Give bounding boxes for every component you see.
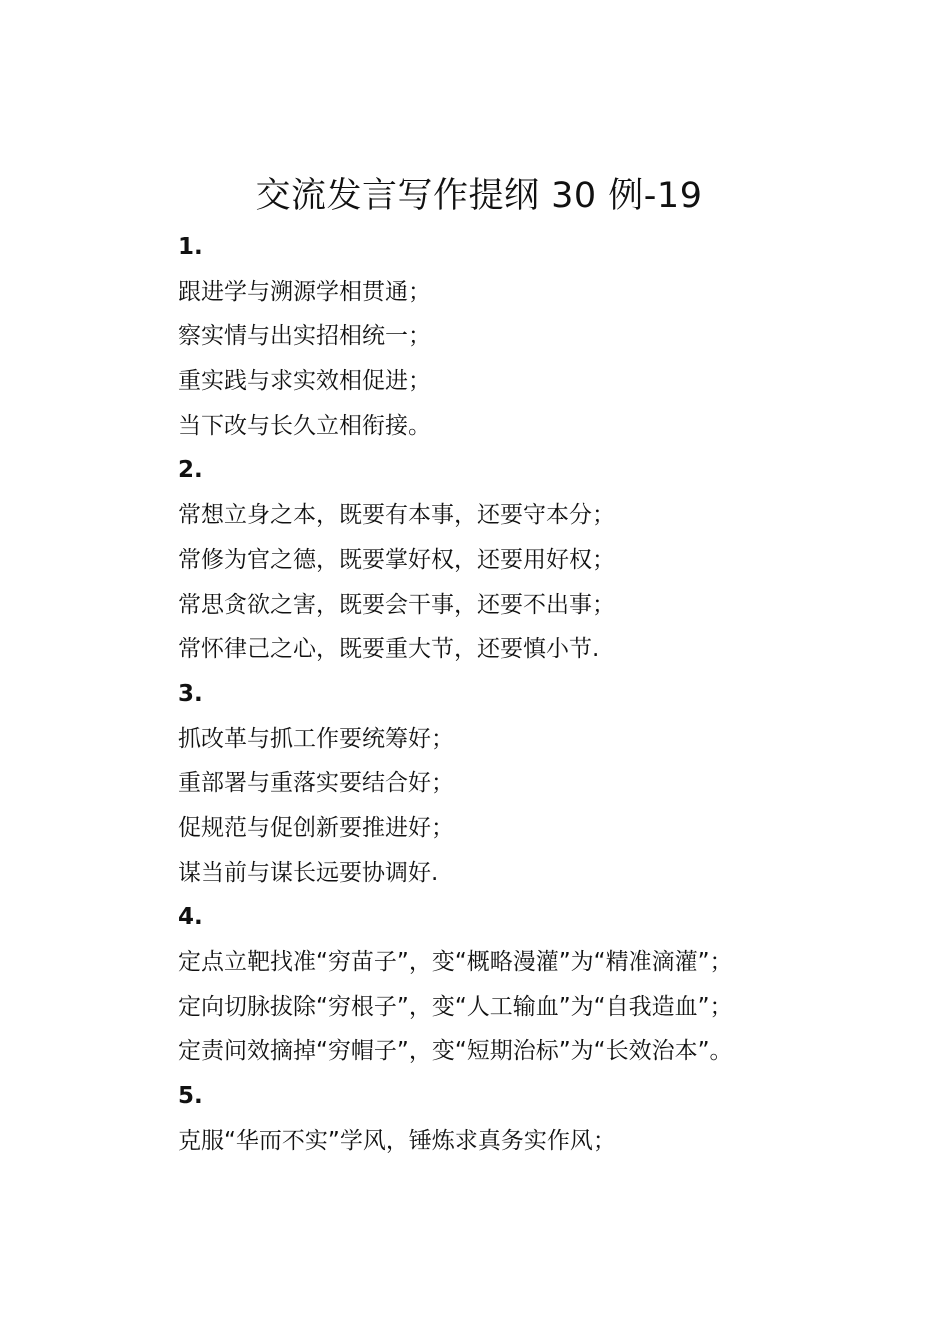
- text-line: 克服“华而不实”学风，锤炼求真务实作风；: [178, 1127, 616, 1154]
- document-body: [178, 225, 898, 1163]
- document-title: 交流发言写作提纲 30 例-19: [255, 176, 703, 216]
- section-number: 4.: [178, 904, 203, 931]
- section-2: [178, 448, 898, 671]
- text-line: 定责问效摘掉“穷帽子”，变“短期治标”为“长效治本”。: [178, 1038, 733, 1065]
- text-line: 重实践与求实效相促进；: [178, 368, 431, 395]
- text-line: 常修为官之德，既要掌好权，还要用好权；: [178, 546, 615, 573]
- section-number: 2.: [178, 457, 203, 484]
- section-3: [178, 672, 898, 895]
- section-number: 3.: [178, 680, 203, 707]
- text-line: 察实情与出实招相统一；: [178, 323, 431, 350]
- section-number: 1.: [178, 234, 203, 260]
- section-4: [178, 895, 898, 1074]
- text-line: 常想立身之本，既要有本事，还要守本分；: [178, 502, 615, 529]
- text-line: 跟进学与溯源学相贯通；: [178, 278, 431, 305]
- text-line: 抓改革与抓工作要统筹好；: [178, 725, 454, 752]
- text-line: 定点立靶找准“穷苗子”，变“概略漫灌”为“精准滴灌”；: [178, 949, 733, 975]
- section-1: [178, 225, 898, 448]
- text-line: 谋当前与谋长远要协调好.: [178, 859, 439, 886]
- text-line: 常思贪欲之害，既要会干事，还要不出事；: [178, 591, 615, 618]
- section-number: 5.: [178, 1083, 203, 1110]
- text-line: 重部署与重落实要结合好；: [178, 770, 454, 797]
- text-line: 促规范与促创新要推进好；: [178, 814, 454, 841]
- section-5: [178, 1074, 898, 1163]
- text-line: 当下改与长久立相衔接。: [178, 412, 431, 439]
- text-line: 定向切脉拔除“穷根子”，变“人工输血”为“自我造血”；: [178, 993, 733, 1020]
- text-line: 常怀律己之心，既要重大节，还要慎小节.: [178, 636, 600, 663]
